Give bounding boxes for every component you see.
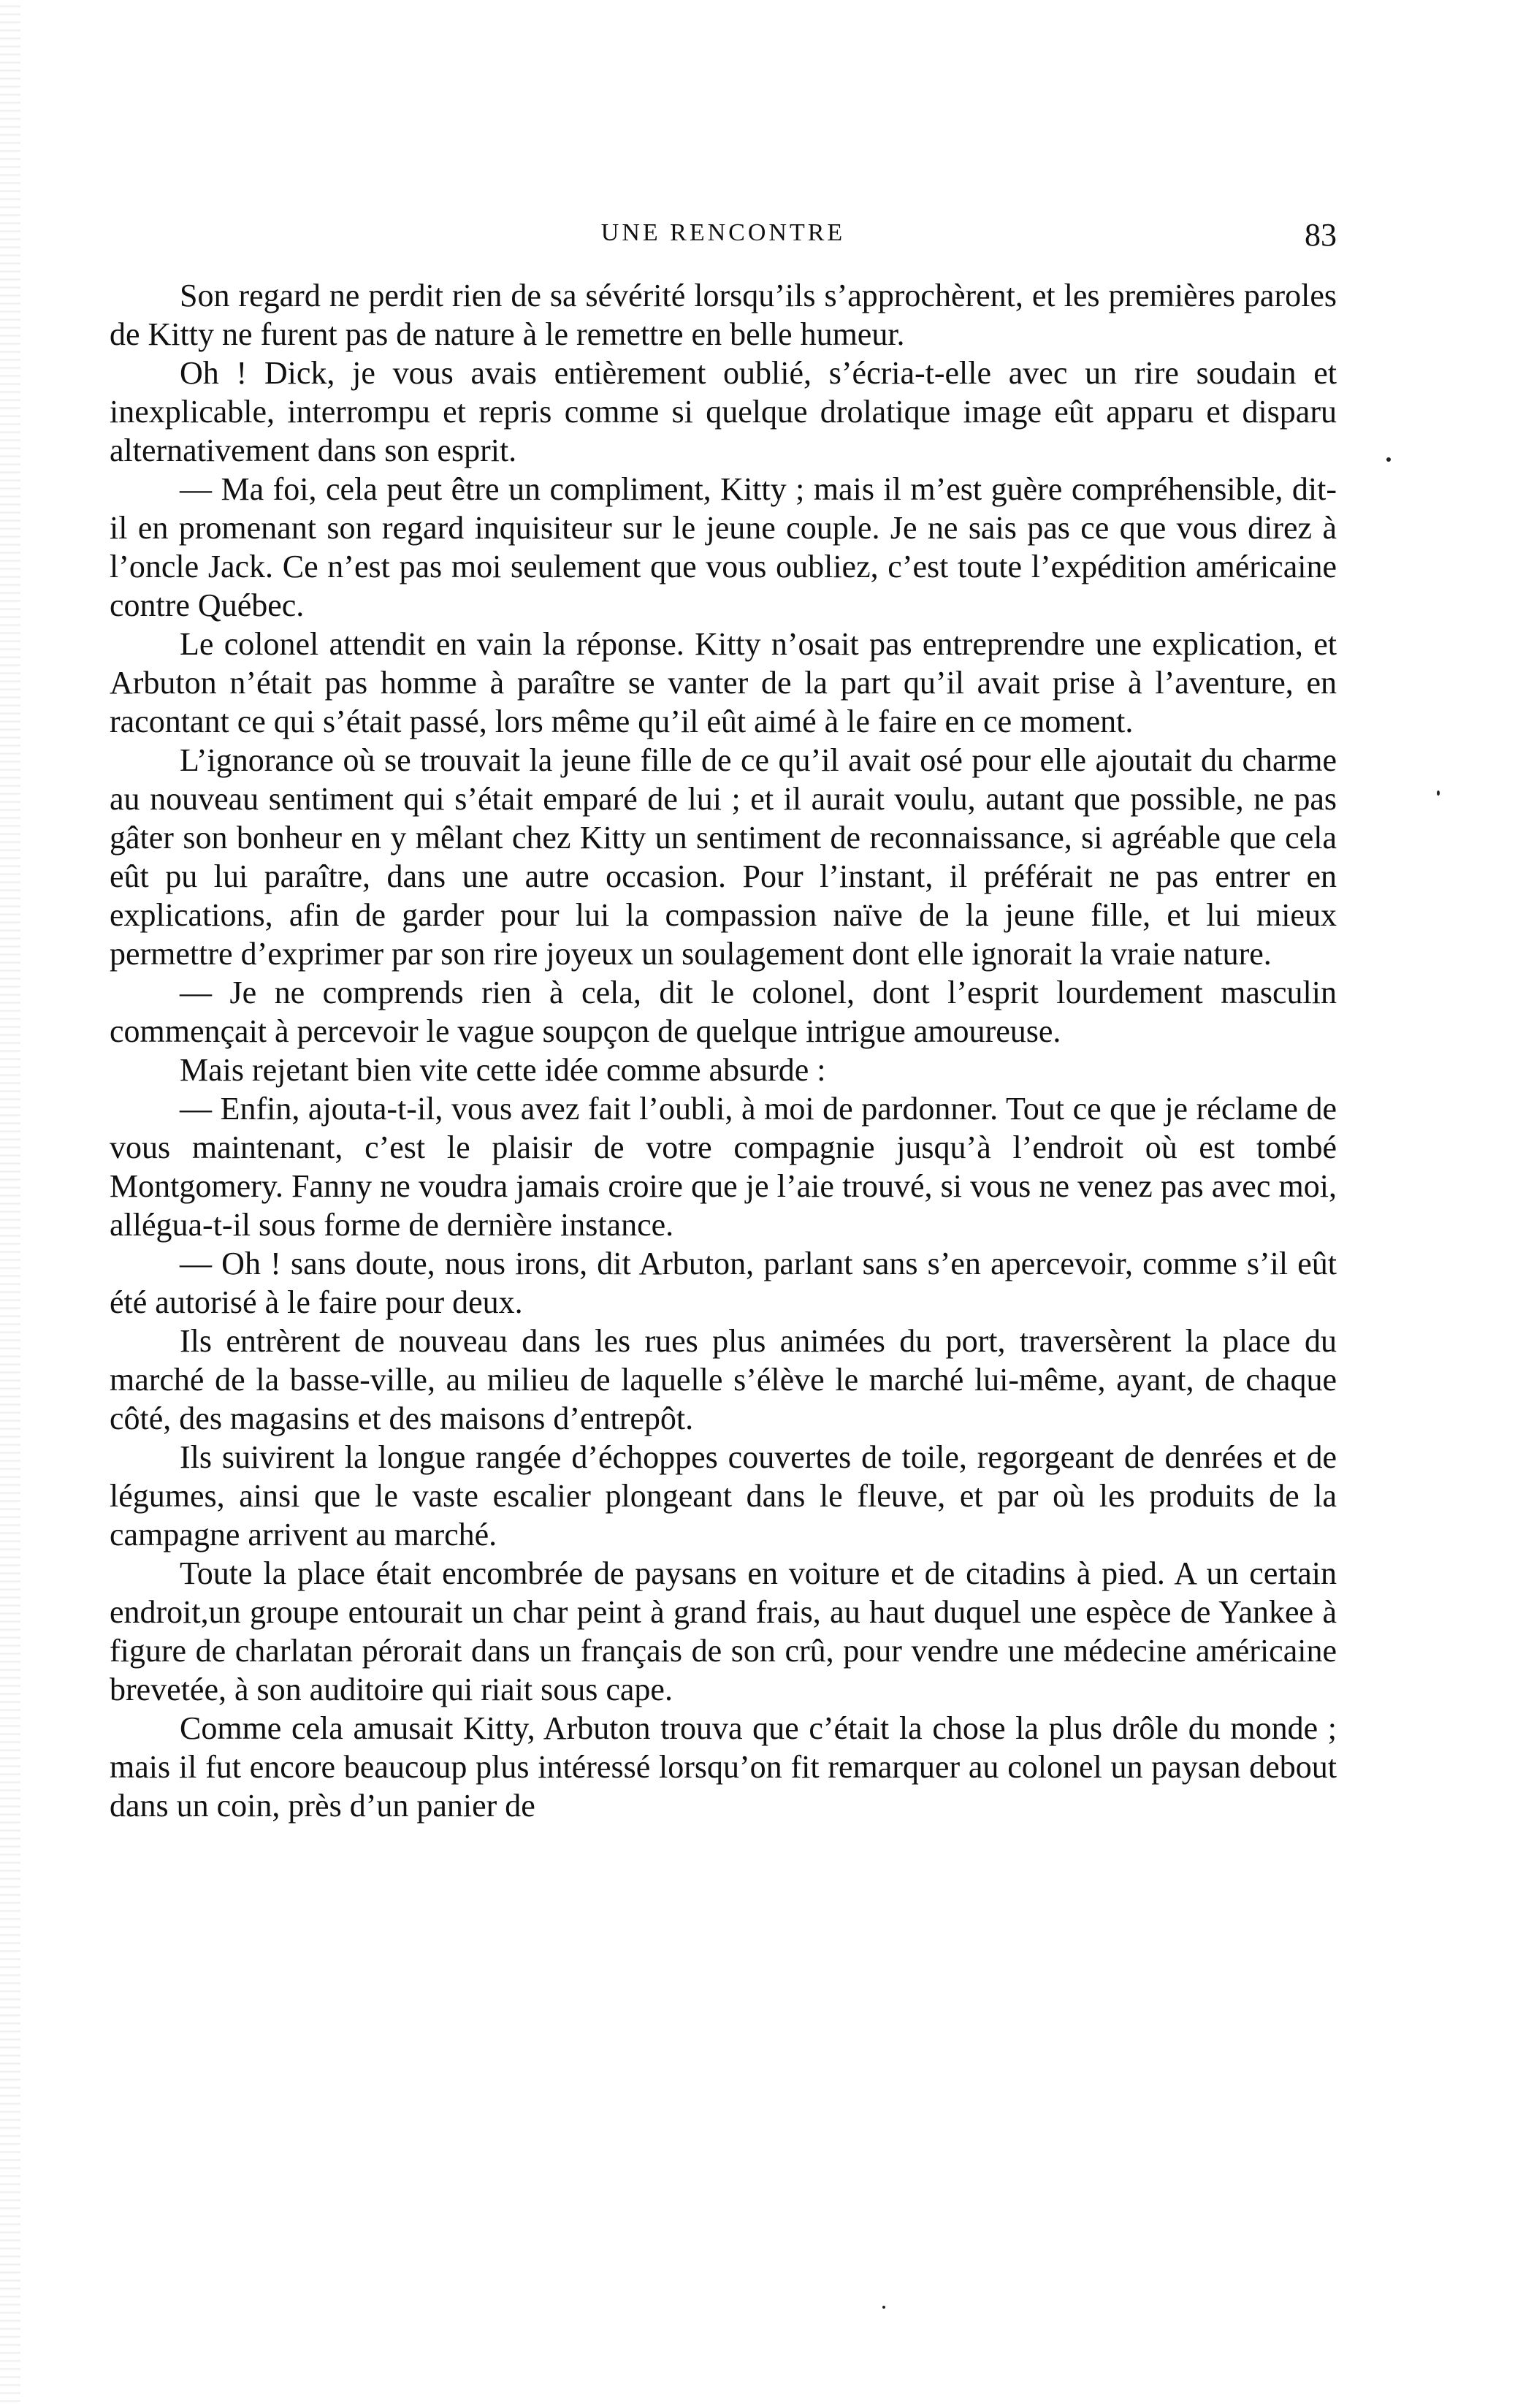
paragraph: Le colonel attendit en vain la réponse. Kitty n’osait pas entreprendre une explication, et Arbuton n’était pas homme à paraître se vanter de la part qu’il avait prise à l’aventure, en racontant ce qui s’était passé, lors même qu’il eût aimé à le faire en ce moment. xyxy=(110,626,1337,739)
page-header xyxy=(110,216,1337,260)
paragraph: Ils suivirent la longue rangée d’échoppes couvertes de toile, regorgeant de denrées et de légumes, ainsi que le vaste escalier plongeant dans le fleuve, et par où les produits de la campagne arrivent au marché. xyxy=(110,1439,1337,1552)
paragraph: — Enfin, ajouta-t-il, vous avez fait l’oubli, à moi de pardonner. Tout ce que je réclame de vous maintenant, c’est le plaisir de votre compagnie jusqu’à l’endroit où est tombé Montgomery. Fanny ne voudra jamais croire que je l’aie trouvé, si vous ne venez pas avec moi, allégua-t-il sous forme de dernière instance. xyxy=(110,1091,1337,1243)
paragraph: — Oh ! sans doute, nous irons, dit Arbuton, parlant sans s’en apercevoir, comme s’il eût été autorisé à le faire pour deux. xyxy=(110,1246,1337,1320)
paragraph: Mais rejetant bien vite cette idée comme absurde : xyxy=(180,1052,826,1088)
scan-speck xyxy=(882,2306,885,2309)
scan-speck xyxy=(1437,790,1440,796)
scanned-page-edge xyxy=(0,0,20,2408)
running-head: UNE RENCONTRE xyxy=(600,219,846,246)
paragraph: Ils entrèrent de nouveau dans les rues plus animées du port, traversèrent la place du marché de la basse-ville, au milieu de laquelle s’élève le marché lui-même, ayant, de chaque côté, des magasins et des maisons d’entrepôt. xyxy=(110,1323,1337,1436)
paragraph: Oh ! Dick, je vous avais entièrement oublié, s’écria-t-elle avec un rire soudain et inexplicable, interrompu et repris comme si quelque drolatique image eût apparu et disparu alternativement dans son esprit. xyxy=(110,355,1337,468)
paragraph: — Je ne comprends rien à cela, dit le colonel, dont l’esprit lourdement masculin commençait à percevoir le vague soupçon de quelque intrigue amoureuse. xyxy=(110,975,1337,1049)
paragraph: — Ma foi, cela peut être un compliment, Kitty ; mais il m’est guère compréhensible, dit-il en promenant son regard inquisiteur sur le jeune couple. Je ne sais pas ce que vous direz à l’oncle Jack. Ce n’est pas moi seulement que vous oubliez, c’est toute l’expédition américaine contre Québec. xyxy=(110,471,1337,623)
paragraph: Comme cela amusait Kitty, Arbuton trouva que c’était la chose la plus drôle du monde ; mais il fut encore beaucoup plus intéressé lorsqu’on fit remarquer au colonel un paysan debout dans un coin, près d’un panier de xyxy=(110,1710,1337,1824)
body-text xyxy=(110,276,1337,1825)
paragraph: Son regard ne perdit rien de sa sévérité lorsqu’ils s’approchèrent, et les premières paroles de Kitty ne furent pas de nature à le remettre en belle humeur. xyxy=(110,278,1337,352)
scan-speck xyxy=(1386,457,1391,462)
paragraph: L’ignorance où se trouvait la jeune fille de ce qu’il avait osé pour elle ajoutait du charme au nouveau sentiment qui s’était emparé de lui ; et il aurait voulu, autant que possible, ne pas gâter son bonheur en y mêlant chez Kitty un sentiment de reconnaissance, si agréable que cela eût pu lui paraître, dans une autre occasion. Pour l’instant, il préférait ne pas entrer en explications, afin de garder pour lui la compassion naïve de la jeune fille, et lui mieux permettre d’exprimer par son rire joyeux un soulagement dont elle ignorait la vraie nature. xyxy=(110,742,1337,972)
page-number: 83 xyxy=(1305,217,1337,253)
paragraph: Toute la place était encombrée de paysans en voiture et de citadins à pied. A un certain endroit,un groupe entourait un char peint à grand frais, au haut duquel une espèce de Yankee à figure de charlatan pérorait dans un français de son crû, pour vendre une médecine américaine brevetée, à son auditoire qui riait sous cape. xyxy=(110,1555,1337,1707)
